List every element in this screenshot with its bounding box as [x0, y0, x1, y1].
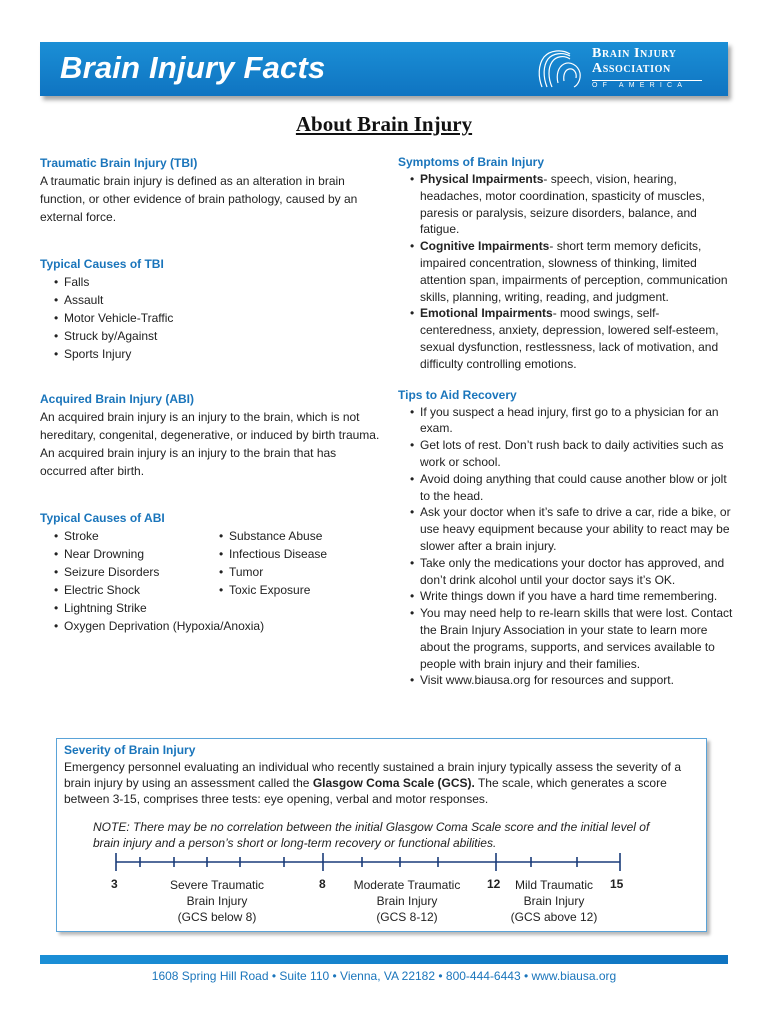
- abi-causes-columns: [40, 527, 380, 617]
- symptom-label: Cognitive Impairments: [420, 239, 550, 254]
- head-profile-logo-icon: [534, 47, 590, 91]
- list-item: • Assault: [54, 291, 380, 309]
- symptoms-list: [398, 171, 733, 373]
- severity-text-b: The scale, which generates a score between 3-15, comprises three tests: eye opening, verbal and motor responses.: [64, 776, 667, 806]
- severity-box: [56, 738, 707, 932]
- list-item: • Near Drowning: [54, 545, 205, 563]
- abi-causes-list-1: [40, 527, 205, 617]
- list-item: • If you suspect a head injury, first go to a physician for an exam.: [410, 404, 733, 438]
- abi-causes-heading: Typical Causes of ABI: [40, 511, 165, 525]
- severity-heading: Severity of Brain Injury: [64, 743, 196, 757]
- right-column: [398, 154, 733, 689]
- moderate-range-label: [337, 877, 477, 925]
- symptom-label: Emotional Impairments: [420, 306, 553, 321]
- footer-contact: 1608 Spring Hill Road • Suite 110 • Vienna, VA 22182 • 800-444-6443 • www.biausa.org: [151, 969, 617, 983]
- left-column: [40, 155, 380, 635]
- scale-number: 12: [487, 877, 501, 891]
- range-line: Brain Injury: [186, 894, 248, 908]
- list-item: • Ask your doctor when it’s safe to drive a car, ride a bike, or use heavy equipment because your ability to react may be slower after a brain injury.: [410, 504, 733, 554]
- severe-range-label: [147, 877, 287, 925]
- symptoms-heading: Symptoms of Brain Injury: [398, 155, 545, 169]
- tips-heading: Tips to Aid Recovery: [398, 387, 517, 402]
- range-line: Brain Injury: [376, 894, 438, 908]
- list-item: • Falls: [54, 273, 380, 291]
- list-item: • Avoid doing anything that could cause another blow or jolt to the head.: [410, 471, 733, 505]
- abi-causes-list-2: [205, 527, 327, 617]
- abi-definition: An acquired brain injury is an injury to the brain, which is not hereditary, congenital, degenerative, or induced by birth trauma. An acquired brain injury is an injury to the brain that has occurred after birth.: [40, 410, 380, 478]
- list-item: • Electric Shock: [54, 581, 205, 599]
- list-item: • Motor Vehicle-Traffic: [54, 309, 380, 327]
- list-item: [410, 171, 733, 238]
- severity-text-a: Emergency personnel evaluating an individual who recently sustained a brain injury typically assess the severity of a brain injury by using an assessment called the: [64, 760, 681, 790]
- severity-text: [64, 759, 699, 807]
- logo-text-line1: Brain Injury: [592, 46, 677, 61]
- gcs-name: Glasgow Coma Scale (GCS).: [312, 776, 475, 790]
- tbi-causes-heading: Typical Causes of TBI: [40, 257, 164, 271]
- range-line: (GCS 8-12): [376, 910, 438, 924]
- list-item: [410, 305, 733, 372]
- list-item: • You may need help to re-learn skills that were lost. Contact the Brain Injury Association in your state to learn more about the programs, supports, and services available to people with brain injury and their families.: [410, 605, 733, 672]
- footer-rule: [40, 955, 728, 964]
- abi-heading: Acquired Brain Injury (ABI): [40, 392, 195, 406]
- range-line: (GCS above 12): [510, 910, 598, 924]
- list-item: [410, 238, 733, 305]
- scale-number: 8: [319, 877, 326, 891]
- tbi-definition: A traumatic brain injury is defined as an alteration in brain function, or other evidence of brain pathology, caused by an external force.: [40, 174, 358, 224]
- tbi-causes-list: [40, 273, 380, 363]
- header-title: Brain Injury Facts: [60, 50, 326, 85]
- abi-causes-wide-list: [40, 617, 380, 635]
- list-item: • Toxic Exposure: [219, 581, 327, 599]
- list-item: • Tumor: [219, 563, 327, 581]
- page-title: About Brain Injury: [295, 112, 473, 136]
- mild-range-label: [484, 877, 624, 925]
- list-item: • Infectious Disease: [219, 545, 327, 563]
- range-line: Moderate Traumatic: [353, 878, 461, 892]
- list-item: • Write things down if you have a hard time remembering.: [410, 588, 733, 605]
- list-item: • Struck by/Against: [54, 327, 380, 345]
- biaa-logo: [534, 45, 704, 93]
- severity-note: NOTE: There may be no correlation between the initial Glasgow Coma Scale score and the initial level of brain injury and a person’s short or long-term recovery or functional abilities.: [93, 820, 650, 850]
- tbi-heading: Traumatic Brain Injury (TBI): [40, 156, 198, 170]
- list-item: • Seizure Disorders: [54, 563, 205, 581]
- list-item: • Get lots of rest. Don’t rush back to daily activities such as work or school.: [410, 437, 733, 471]
- list-item: • Lightning Strike: [54, 599, 205, 617]
- list-item: • Substance Abuse: [219, 527, 327, 545]
- tips-list: [398, 404, 733, 690]
- scale-number: 15: [610, 877, 624, 891]
- symptom-label: Physical Impairments: [420, 172, 544, 186]
- list-item: • Oxygen Deprivation (Hypoxia/Anoxia): [54, 617, 380, 635]
- list-item: • Visit www.biausa.org for resources and support.: [410, 672, 733, 689]
- list-item: • Take only the medications your doctor has approved, and don’t drink alcohol until your doctor says it’s OK.: [410, 555, 733, 589]
- header-banner: [40, 42, 728, 96]
- range-line: Mild Traumatic: [514, 878, 594, 892]
- gcs-scale: [57, 851, 708, 931]
- symptom-text: - short term memory deficits, impaired concentration, slowness of thinking, limited attention span, impairments of perception, communication skills, planning, writing, reading, and judgment.: [420, 239, 728, 304]
- logo-text-line2: Association: [592, 61, 671, 76]
- symptom-text: - speech, vision, hearing, headaches, motor coordination, spasticity of muscles, paresis or paralysis, seizure disorders, balance, and fatigue.: [420, 172, 705, 237]
- symptom-text: - mood swings, self-centeredness, anxiety, depression, lowered self-esteem, sexual dysfunction, restlessness, lack of motivation, and difficulty controlling emotions.: [420, 306, 719, 371]
- list-item: • Sports Injury: [54, 345, 380, 363]
- logo-text-line3: OF AMERICA: [592, 80, 702, 89]
- range-line: Severe Traumatic: [169, 878, 265, 892]
- scale-number: 3: [111, 877, 118, 891]
- range-line: Brain Injury: [523, 894, 585, 908]
- list-item: • Stroke: [54, 527, 205, 545]
- range-line: (GCS below 8): [177, 910, 257, 924]
